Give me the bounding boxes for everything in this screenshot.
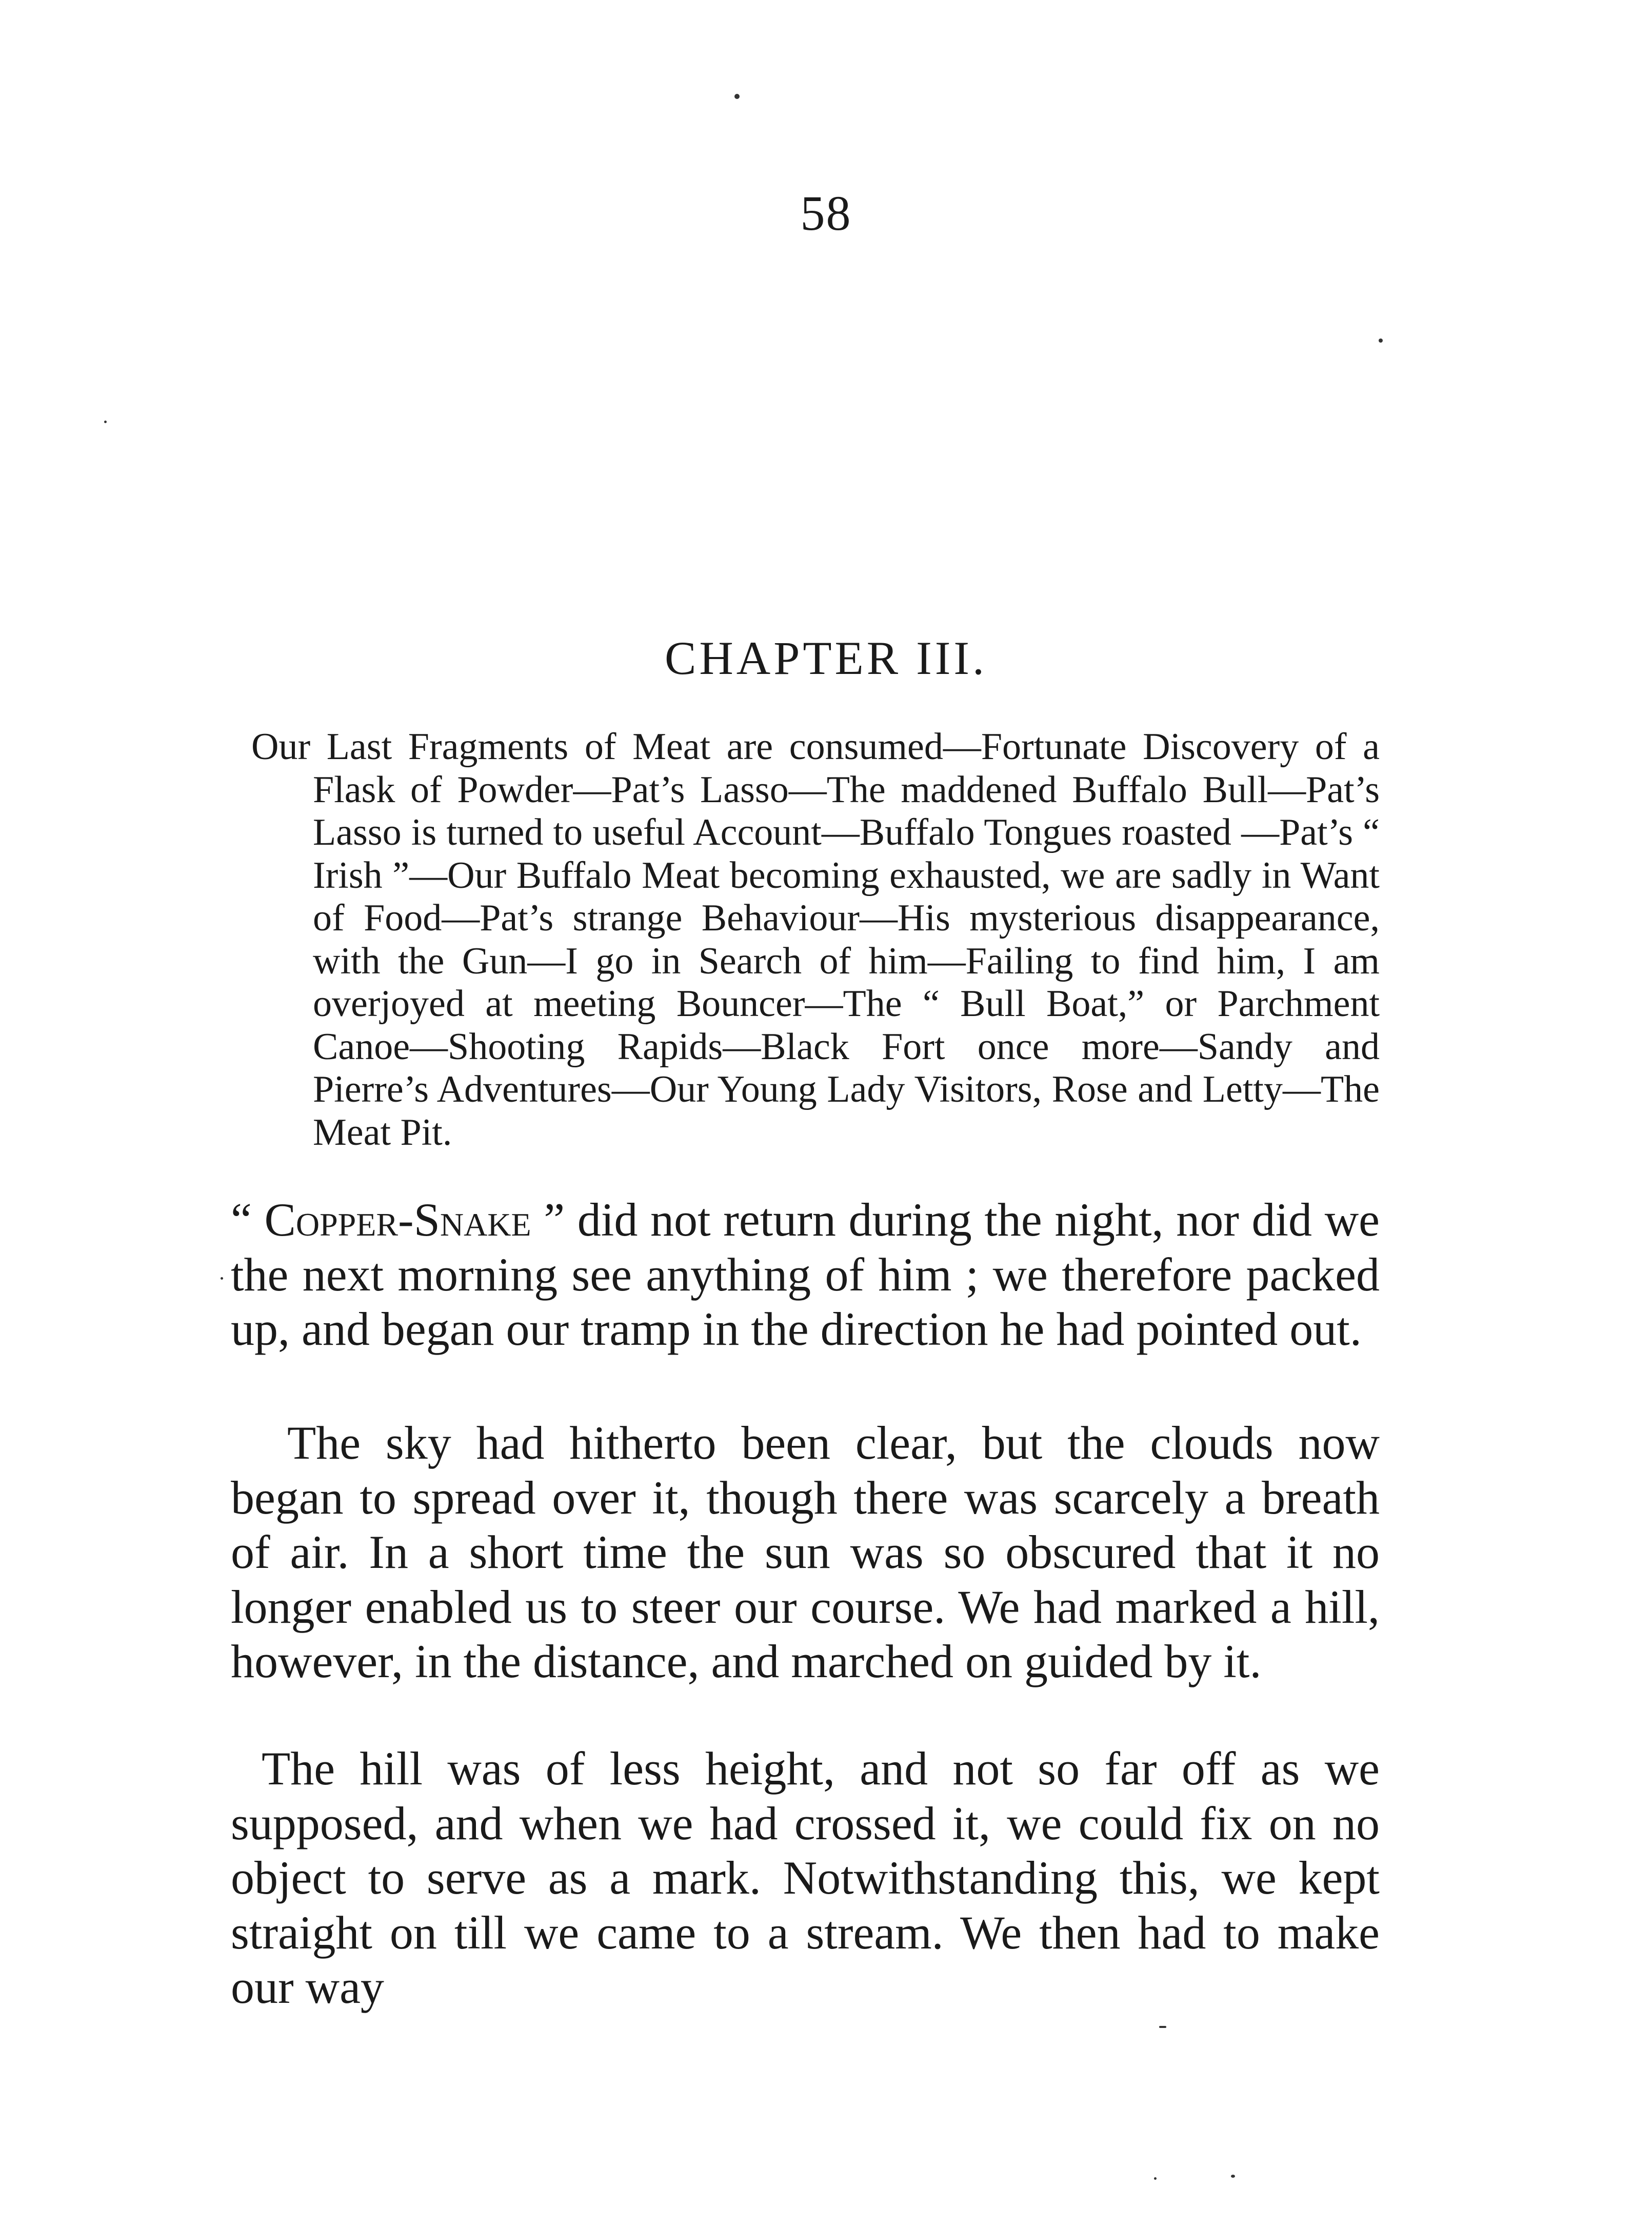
scan-speck <box>221 1277 223 1280</box>
scan-speck <box>734 94 740 99</box>
scan-speck <box>1159 2026 1166 2028</box>
body-paragraph-3: The hill was of less height, and not so far off as we supposed, and when we had crossed it, we could fix on no object to serve as a mark. Notwithstanding this, we kept straight on till we came to a stream. We then had to make our way <box>231 1742 1380 2013</box>
body-paragraph-1 <box>231 1192 1380 1357</box>
scan-speck <box>1231 2175 1235 2178</box>
character-name-smallcaps: Copper-Snake <box>264 1193 531 1246</box>
page-number: 58 <box>800 186 852 241</box>
scan-speck <box>1379 339 1383 343</box>
opening-quote: “ <box>231 1193 265 1246</box>
chapter-title: CHAPTER III. <box>664 632 988 684</box>
chapter-synopsis: Our Last Fragments of Meat are consumed—Fortunate Discovery of a Flask of Powder—Pat’s Lasso—The maddened Buffalo Bull—Pat’s Lasso is turned to useful Account—Buffalo Tongues roasted —Pat’s “ Irish ”—Our Buffalo Meat becoming exhausted, we are sadly in Want of Food—Pat’s strange Behaviour—His mysterious disappearance, with the Gun—I go in Search of him—Failing to find him, I am overjoyed at meeting Bouncer—The “ Bull Boat,” or Parchment Canoe—Shooting Rapids—Black Fort once more—Sandy and Pierre’s Adventures—Our Young Lady Visitors, Rose and Letty—The Meat Pit. <box>251 726 1380 1153</box>
paragraph-1-text: ” did not return during the night, nor did we the next morning see anything of him ; we therefore packed up, and began our tramp in the direction he had pointed out. <box>231 1193 1380 1355</box>
scan-speck <box>1154 2177 1157 2180</box>
scan-speck <box>104 421 107 423</box>
body-paragraph-2: The sky had hitherto been clear, but the clouds now began to spread over it, though there was scarcely a breath of air. In a short time the sun was so obscured that it no longer enabled us to steer our course. We had marked a hill, however, in the distance, and marched on guided by it. <box>231 1417 1380 1687</box>
